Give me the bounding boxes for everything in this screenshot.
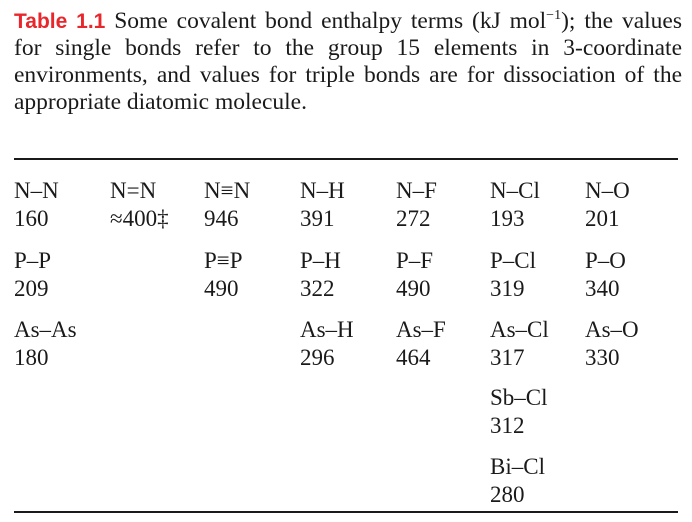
table-label: Table 1.1 — [14, 10, 106, 33]
table-cell — [300, 316, 354, 372]
table-cell — [585, 247, 626, 303]
table-cell — [490, 384, 548, 440]
bond-label: As–O — [585, 317, 639, 342]
bond-label: Sb–Cl — [490, 385, 548, 410]
unit-superscript: −1 — [546, 8, 562, 24]
bond-enthalpy-value: 330 — [585, 345, 620, 370]
table-cell — [396, 316, 446, 372]
bond-enthalpy-value: 312 — [490, 413, 525, 438]
table-cell — [300, 247, 341, 303]
caption-text-end: ); the values for single bonds refer to the group 15 elements in 3-coordinate environments, and values for triple bonds are for dissociation of the appropriate diatomic molecule. — [14, 8, 682, 115]
table-bottom-rule — [14, 511, 678, 513]
table-cell — [110, 177, 169, 233]
bond-label: As–H — [300, 317, 354, 342]
table-cell — [14, 177, 59, 233]
bond-enthalpy-value: 464 — [396, 345, 431, 370]
bond-label: P–O — [585, 248, 626, 273]
bond-enthalpy-value: 193 — [490, 206, 525, 231]
bond-label: As–F — [396, 317, 446, 342]
bond-label: N–H — [300, 178, 345, 203]
bond-label: As–Cl — [490, 317, 549, 342]
bond-label: P–H — [300, 248, 341, 273]
table-cell — [585, 316, 639, 372]
bond-enthalpy-value: 209 — [14, 276, 49, 301]
bond-enthalpy-value: 201 — [585, 206, 620, 231]
caption-text-start: Some covalent bond enthalpy terms (kJ mol — [105, 8, 547, 34]
table-caption — [14, 8, 682, 116]
table-cell — [490, 453, 545, 509]
bond-label: As–As — [14, 317, 77, 342]
bond-enthalpy-value: 272 — [396, 206, 431, 231]
bond-label: P≡P — [204, 248, 243, 273]
bond-label: N–O — [585, 178, 630, 203]
bond-enthalpy-value: 490 — [396, 276, 431, 301]
bond-label: P–F — [396, 248, 434, 273]
table-cell — [204, 177, 250, 233]
bond-enthalpy-value: ≈400‡ — [110, 206, 169, 231]
table-cell — [204, 247, 243, 303]
bond-enthalpy-value: 319 — [490, 276, 525, 301]
bond-label: N–Cl — [490, 178, 540, 203]
bond-enthalpy-value: 317 — [490, 345, 525, 370]
bond-label: N≡N — [204, 178, 251, 203]
table-cell — [490, 177, 540, 233]
table-cell — [14, 316, 77, 372]
bond-enthalpy-value: 391 — [300, 206, 335, 231]
table-cell — [300, 177, 345, 233]
bond-enthalpy-value: 296 — [300, 345, 335, 370]
bond-label: N–N — [14, 178, 59, 203]
bond-enthalpy-value: 280 — [490, 482, 525, 507]
table-cell — [490, 316, 549, 372]
bond-label: P–P — [14, 248, 52, 273]
bond-label: Bi–Cl — [490, 454, 545, 479]
bond-label: N–F — [396, 178, 437, 203]
bond-enthalpy-value: 340 — [585, 276, 620, 301]
table-cell — [490, 247, 536, 303]
table-cell — [396, 247, 433, 303]
bond-enthalpy-value: 160 — [14, 206, 49, 231]
table-cell — [14, 247, 51, 303]
bond-enthalpy-value: 946 — [204, 206, 239, 231]
bond-enthalpy-value: 322 — [300, 276, 335, 301]
table-cell — [585, 177, 630, 233]
table-top-rule — [14, 158, 678, 160]
bond-label: N=N — [110, 178, 157, 203]
table-cell — [396, 177, 437, 233]
bond-label: P–Cl — [490, 248, 537, 273]
bond-enthalpy-value: 180 — [14, 345, 49, 370]
bond-enthalpy-value: 490 — [204, 276, 239, 301]
